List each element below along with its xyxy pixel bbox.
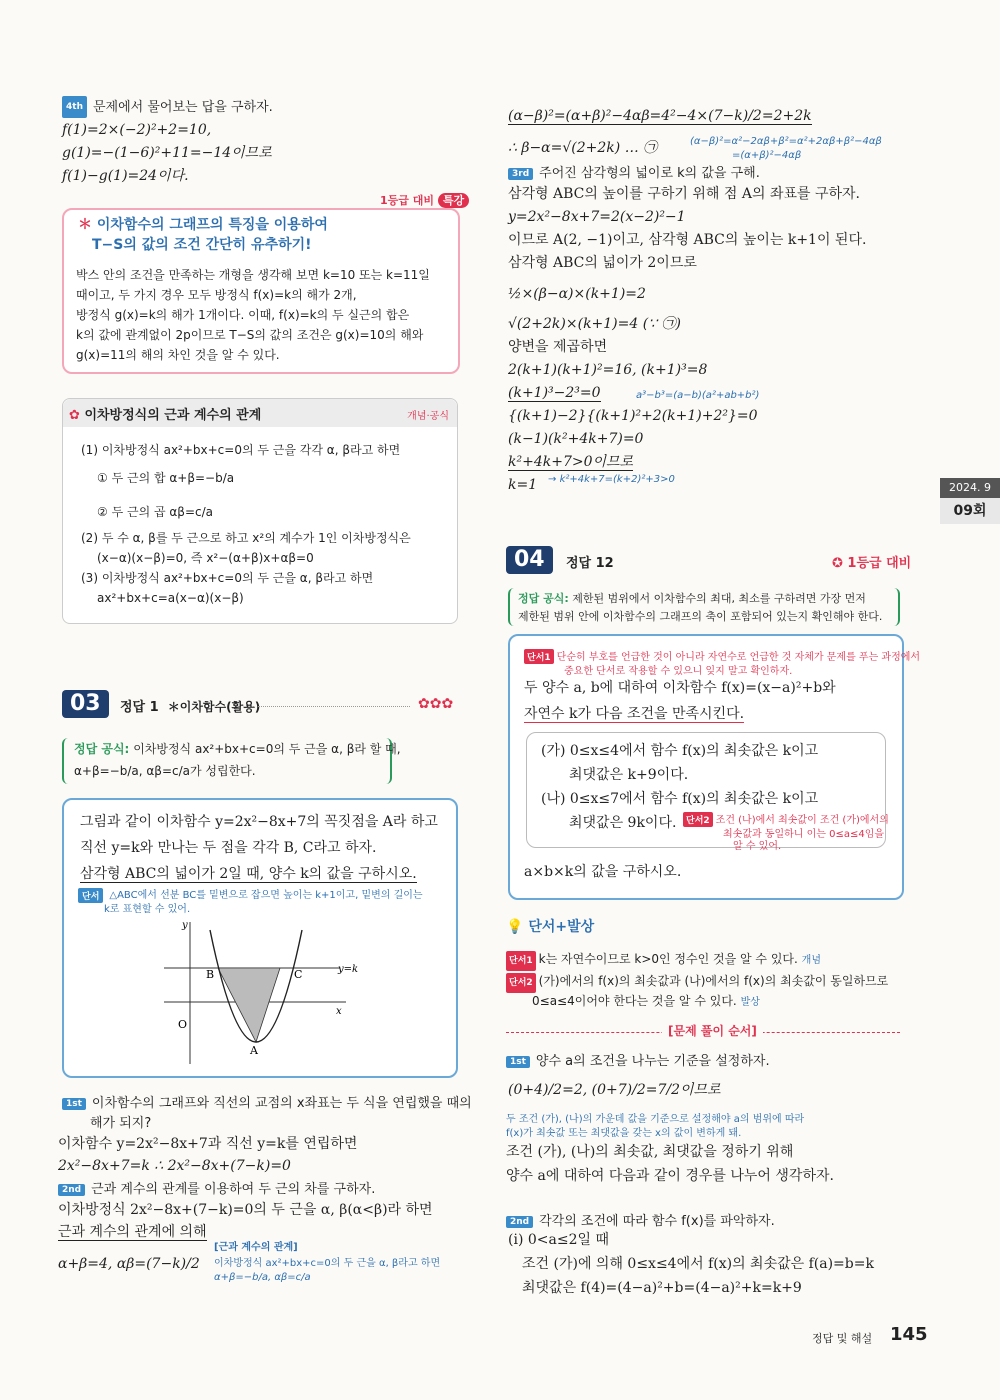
step1-note: 두 조건 (가), (나)의 가운데 값을 기준으로 설정해야 a의 범위에 따라 [506,1114,805,1125]
step3-line: 삼각형 ABC의 넓이가 2이므로 [508,255,697,271]
top-line: (α−β)²=(α+β)²−4αβ=4²−4×(7−k)/2=2+2k [508,108,812,124]
step2-line: 조건 (가)에 의해 0≤x≤4에서 f(x)의 최솟값은 f(a)=b=k [522,1256,874,1272]
condition-line: 최댓값은 9k이다. [569,815,677,831]
problem-line: 그림과 같이 이차함수 y=2x²−8x+7의 꼭짓점을 A라 하고 [80,814,438,830]
formula-line: 정답 공식: 이차방정식 ax²+bx+c=0의 두 근을 α, β라 할 때, [74,742,401,756]
clue1: 단서1 단순히 부호를 언급한 것이 아니라 자연수로 언급한 것 자체가 문제를 푸는 과정에서 [524,648,920,664]
question-number: 04 [506,546,553,574]
problem-line: 직선 y=k와 만나는 두 점을 각각 B, C라고 하자. [80,840,377,856]
top-note: (α−β)²=α²−2αβ+β²=α²+2αβ+β²−4αβ [690,136,882,147]
solution-line: 이차함수 y=2x²−8x+7과 직선 y=k를 연립하면 [58,1136,358,1152]
clue2-line: 최솟값과 동일하니 이는 0≤a≤4임을 [723,829,885,840]
q04-step1: 1st 양수 a의 조건을 나누는 기준을 설정하자. [506,1050,770,1069]
concept-item: (x−α)(x−β)=0, 즉 x²−(α+β)x+αβ=0 [97,551,314,565]
section-line: 0≤a≤4이어야 한다는 것을 알 수 있다. 발상 [532,994,760,1008]
tip-heading: ＊ 이차함수의 그래프의 특징을 이용하여 [78,217,328,233]
problem-line: 두 양수 a, b에 대하여 이차함수 f(x)=(x−a)²+b와 [524,680,836,696]
step3-line: ½×(β−α)×(k+1)=2 [508,286,646,302]
tip-body-line: 방정식 g(x)=k의 해가 1개이다. 이때, f(x)=k의 두 실근의 합은 [76,308,410,322]
step3-line: {(k+1)−2}{(k+1)²+2(k+1)+2²}=0 [508,408,758,424]
top-note-line2: =(α+β)²−4αβ [732,150,802,161]
step3-line: 삼각형 ABC의 높이를 구하기 위해 점 A의 좌표를 구하자. [508,186,861,202]
q04-step2: 2nd 각각의 조건에 따라 함수 f(x)를 파악하자. [506,1210,775,1229]
formula-line: 정답 공식: 제한된 범위에서 이차함수의 최대, 최소를 구하려면 가장 먼저 [518,592,866,605]
difficulty-stars: ✿✿✿ [418,696,454,712]
tip-heading2: T−S의 값의 조건 간단히 유추하기! [92,237,312,253]
point-b-label: B [206,968,215,981]
tip-body-line: k의 값에 관계없이 2p이므로 T−S의 값의 조건은 g(x)=10의 해와 [76,328,424,342]
q03-problem-box [62,798,458,1078]
section-title: 💡 단서+발상 [506,919,595,935]
section-line: 단서1 k는 자연수이므로 k>0인 정수인 것을 알 수 있다. 개념 [506,950,821,971]
concept-item: ① 두 근의 합 α+β=−b/a [97,471,235,485]
hint-line2: k로 표현할 수 있어. [104,904,191,915]
hint: 단서 △ABC에서 선분 BC를 밑변으로 잡으면 높이는 k+1이고, 밑변의 길이는 [78,886,423,903]
point-c-label: C [294,968,303,981]
q03-step1: 1st 이차함수의 그래프와 직선의 교점의 x좌표는 두 식을 연립했을 때의 [62,1092,472,1111]
page-number: 145 [890,1324,928,1345]
q04-formula [508,588,900,626]
lightbulb-icon: 💡 [506,919,524,935]
q03-step1-line2: 해가 되지? [90,1116,152,1131]
issue-date-tab: 2024. 9 [940,478,1000,498]
line-label: y=k [338,964,359,975]
step2-line: 최댓값은 f(4)=(4−a)²+b=(4−a)²+k=k+9 [522,1280,802,1296]
clue1-line2: 중요한 단서로 작용할 수 있으니 잊지 말고 확인하자. [564,666,793,677]
tip-body-line: 박스 안의 조건을 만족하는 개형을 생각해 보면 k=10 또는 k=11일 [76,268,430,282]
solution-line: 근과 계수의 관계에 의해 [58,1224,207,1240]
calc-line: f(1)−g(1)=24이다. [62,168,189,184]
step-badge: 4th [62,96,87,118]
concept-tag: 개념·공식 [407,411,449,422]
step3-header: 3rd 주어진 삼각형의 넓이로 k의 값을 구해. [508,162,760,181]
side-note: [근과 계수의 관계] [214,1242,298,1253]
step2-line: (ⅰ) 0<a≤2일 때 [508,1232,609,1248]
step4-header [62,96,273,118]
leader-dots [258,706,410,707]
step3-line: (k−1)(k²+4k+7)=0 [508,431,644,447]
condition-line: (가) 0≤x≤4에서 함수 f(x)의 최솟값은 k이고 [541,743,819,759]
positivity-note: → k²+4k+7=(k+2)²+3>0 [548,474,675,485]
concept-title: ✿ 이차방정식의 근과 계수의 관계 [69,408,262,423]
step1-line: 양수 a에 대하여 다음과 같이 경우를 나누어 생각하자. [506,1168,834,1184]
q04-problem-box [508,634,921,900]
question-line: a×b×k의 값을 구하시오. [524,864,682,880]
problem-line: 삼각형 ABC의 넓이가 2일 때, 양수 k의 값을 구하시오. [80,866,417,882]
step3-line: 이므로 A(2, −1)이고, 삼각형 ABC의 높이는 k+1이 된다. [508,232,867,248]
footer-label: 정답 및 해설 [812,1332,873,1345]
q03-header [62,690,109,718]
concept-item: ax²+bx+c=a(x−α)(x−β) [97,591,244,605]
condition-line: (나) 0≤x≤7에서 함수 f(x)의 최솟값은 k이고 [541,791,819,807]
vertex-a-label: A [250,1044,258,1057]
top-line: ∴ β−α=√(2+2k) … ㉠ [508,140,658,156]
step1-note-line: f(x)가 최솟값 또는 최댓값을 갖는 x의 값이 변하게 돼. [506,1128,742,1139]
issue-session-tab: 09회 [940,498,1000,524]
clue2: 단서2 조건 (나)에서 최솟값이 조건 (가)에서의 [683,811,889,827]
step3-line: (k+1)³−2³=0 [508,385,601,401]
step3-line: y=2x²−8x+7=2(x−2)²−1 [508,209,686,225]
q03-answer: 정답 1 ＊이차함수(활용) [120,700,261,715]
y-axis-label: y [182,920,188,931]
conditions-box [526,732,889,852]
concept-item: (3) 이차방정식 ax²+bx+c=0의 두 근을 α, β라고 하면 [81,571,374,585]
clue2-line: 알 수 있어. [733,841,782,852]
step3-line: k=1 [508,477,538,493]
section-line: 단서2 (가)에서의 f(x)의 최솟값과 (나)에서의 f(x)의 최솟값이 동일하므로 [506,972,888,993]
step-label: 문제에서 물어보는 답을 구하자. [92,100,273,115]
step3-line: 2(k+1)(k+1)²=16, (k+1)³=8 [508,362,708,378]
divider-label: [문제 풀이 순서] [662,1022,763,1039]
condition-line: 최댓값은 k+9이다. [569,767,689,783]
concept-box [62,398,458,624]
parabola-graph [160,918,380,1068]
side-note-line: α+β=−b/a, αβ=c/a [214,1272,311,1283]
formula-line2: 제한된 범위 안에 이차함수의 그래프의 축이 포함되어 있는지 확인해야 한다. [518,610,883,623]
formula-line2: α+β=−b/a, αβ=c/a가 성립한다. [74,764,256,778]
cube-note: a³−b³=(a−b)(a²+ab+b²) [636,390,760,401]
step3-line: √(2+2k)×(k+1)=4 (∵ ㉠) [508,316,682,332]
problem-line: 자연수 k가 다음 조건을 만족시킨다. [524,706,745,722]
tip-body-line: 때이고, 두 가지 경우 모두 방정식 f(x)=k의 해가 2개, [76,288,357,302]
tip-body-line: g(x)=11의 해의 차인 것을 알 수 있다. [76,348,280,362]
calc-line: g(1)=−(1−6)²+11=−14이므로 [62,145,272,161]
q03-formula [62,738,401,784]
q03-step2: 2nd 근과 계수의 관계를 이용하여 두 근의 차를 구하자. [58,1178,375,1197]
concept-item: ② 두 근의 곱 αβ=c/a [97,505,214,519]
solution-line: 이차방정식 2x²−8x+(7−k)=0의 두 근을 α, β(α<β)라 하면 [58,1202,433,1218]
side-note-line: 이차방정식 ax²+bx+c=0의 두 근을 α, β라고 하면 [214,1258,441,1269]
q04-answer: 정답 12 [566,556,614,571]
origin-label: O [178,1018,188,1031]
solution-line: α+β=4, αβ=(7−k)/2 [58,1256,200,1272]
q04-level: ✪ 1등급 대비 [832,556,912,571]
solution-line: 2x²−8x+7=k ∴ 2x²−8x+(7−k)=0 [58,1158,291,1174]
step1-frac: (0+4)/2=2, (0+7)/2=7/2이므로 [508,1082,721,1098]
step3-line: 양변을 제곱하면 [508,339,608,355]
step1-line: 조건 (가), (나)의 최솟값, 최댓값을 정하기 위해 [506,1144,794,1160]
question-number: 03 [62,690,109,718]
concept-item: (2) 두 수 α, β를 두 근으로 하고 x²의 계수가 1인 이차방정식은 [81,531,411,545]
x-axis-label: x [336,1006,342,1017]
calc-line: f(1)=2×(−2)²+2=10, [62,122,212,138]
tip-box [62,208,460,374]
q04-header [506,546,553,574]
tip-tag: 1등급 대비 특강 [380,192,469,208]
concept-item: (1) 이차방정식 ax²+bx+c=0의 두 근을 각각 α, β라고 하면 [81,443,401,457]
step3-line: k²+4k+7>0이므로 [508,454,634,470]
